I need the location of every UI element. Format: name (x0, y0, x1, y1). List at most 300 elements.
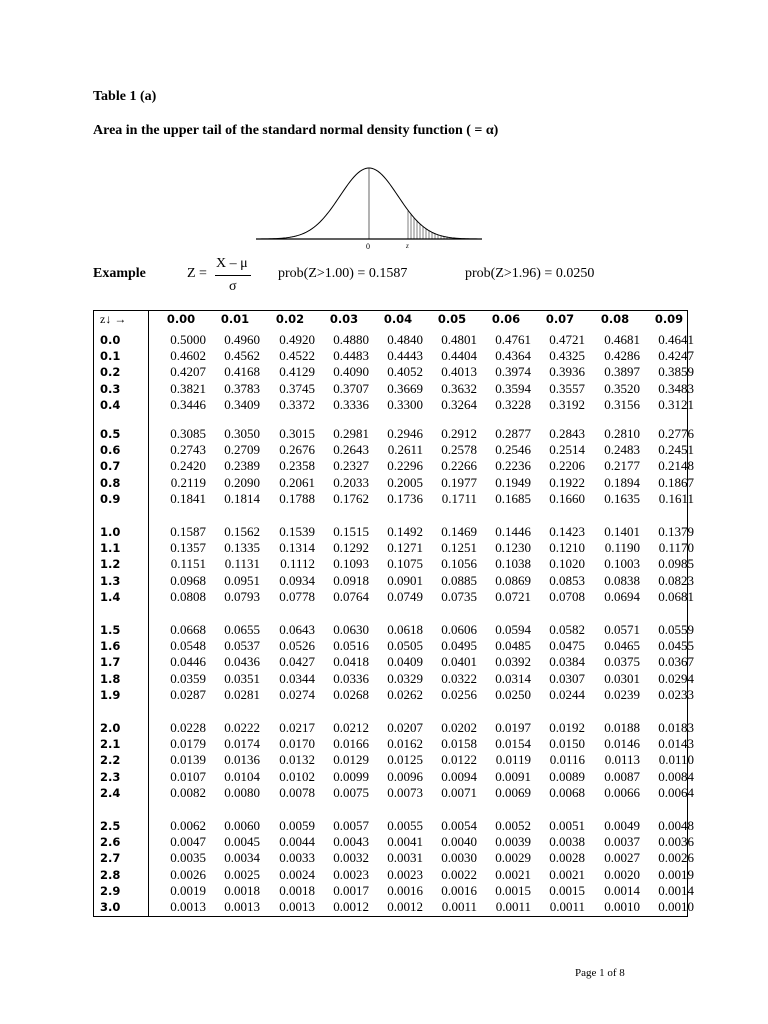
table-cell: 0.0294 (658, 670, 694, 686)
table-cell: 0.0183 (658, 720, 694, 735)
table-cell: 0.1357 (170, 540, 206, 556)
table-cell: 0.0838 (604, 572, 640, 588)
table-cell: 0.0094 (441, 768, 477, 784)
table-cell: 0.0025 (224, 866, 260, 882)
table-cell: 0.0018 (224, 882, 260, 898)
table-cell: 0.4013 (441, 364, 477, 380)
table-cell: 0.4920 (279, 332, 315, 347)
table-cell: 0.0548 (170, 638, 206, 654)
table-cell: 0.1562 (224, 524, 260, 539)
table-cell: 0.0139 (170, 752, 206, 768)
formula-fraction-bar (215, 275, 251, 276)
table-cell: 0.0351 (224, 670, 260, 686)
table-cell: 0.0033 (279, 850, 315, 866)
table-cell: 0.0281 (224, 686, 260, 702)
table-cell: 0.0764 (333, 588, 369, 604)
table-cell: 0.0918 (333, 572, 369, 588)
table-cell: 0.0021 (495, 866, 531, 882)
table-cell: 0.0064 (658, 784, 694, 800)
table-cell: 0.0446 (170, 654, 206, 670)
z-row-label: 0.3 (100, 381, 121, 396)
z-row-label: 1.9 (100, 687, 121, 702)
table-cell: 0.0885 (441, 572, 477, 588)
table-cell: 0.2177 (604, 458, 640, 474)
table-cell: 0.4168 (224, 364, 260, 380)
z-row-label: 2.4 (100, 785, 121, 800)
table-cell: 0.0073 (387, 784, 423, 800)
table-cell: 0.3228 (495, 396, 531, 412)
table-cell: 0.3085 (170, 426, 206, 441)
table-cell: 0.0059 (279, 818, 315, 833)
table-cell: 0.2776 (658, 426, 694, 441)
table-cell: 0.0392 (495, 654, 531, 670)
table-cell: 0.1492 (387, 524, 423, 539)
table-cell: 0.0559 (658, 622, 694, 637)
table-cell: 0.3745 (279, 380, 315, 396)
column-header: 0.00 (166, 312, 196, 326)
example-2: prob(Z>1.96) = 0.0250 (465, 266, 595, 281)
table-cell: 0.3557 (549, 380, 585, 396)
table-cell: 0.0022 (441, 866, 477, 882)
table-cell: 0.0336 (333, 670, 369, 686)
column-header: 0.08 (600, 312, 630, 326)
table-cell: 0.0091 (495, 768, 531, 784)
table-cell: 0.0268 (333, 686, 369, 702)
table-cell: 0.0179 (170, 736, 206, 752)
z-row-label: 3.0 (100, 900, 121, 914)
table-cell: 0.0087 (604, 768, 640, 784)
z-row-label: 1.4 (100, 589, 121, 604)
table-cell: 0.0582 (549, 622, 585, 637)
table-cell: 0.0010 (604, 899, 640, 914)
table-cell: 0.2810 (604, 426, 640, 441)
table-cell: 0.1788 (279, 490, 315, 506)
table-cell: 0.1446 (495, 524, 531, 539)
column-header: 0.07 (545, 312, 575, 326)
table-cell: 0.5000 (170, 332, 206, 347)
z-row-label: 1.1 (100, 541, 121, 556)
table-cell: 0.1210 (549, 540, 585, 556)
column-header: 0.04 (383, 312, 413, 326)
table-cell: 0.4090 (333, 364, 369, 380)
z-row-label: 1.5 (100, 623, 121, 637)
table-cell: 0.0329 (387, 670, 423, 686)
table-cell: 0.4641 (658, 332, 694, 347)
table-cell: 0.0228 (170, 720, 206, 735)
z-row-label: 1.3 (100, 573, 121, 588)
page-footer: Page 1 of 8 (575, 967, 625, 979)
table-cell: 0.2843 (549, 426, 585, 441)
table-cell: 0.4325 (549, 348, 585, 364)
table-cell: 0.0054 (441, 818, 477, 833)
table-cell: 0.3372 (279, 396, 315, 412)
table-cell: 0.3632 (441, 380, 477, 396)
table-cell: 0.2090 (224, 474, 260, 490)
table-cell: 0.2266 (441, 458, 477, 474)
table-cell: 0.0031 (387, 850, 423, 866)
table-cell: 0.0681 (658, 588, 694, 604)
z-row-label: 1.2 (100, 557, 121, 572)
table-cell: 0.1814 (224, 490, 260, 506)
table-cell: 0.2981 (333, 426, 369, 441)
table-cell: 0.0051 (549, 818, 585, 833)
table-cell: 0.3669 (387, 380, 423, 396)
table-cell: 0.0212 (333, 720, 369, 735)
table-cell: 0.1469 (441, 524, 477, 539)
table-cell: 0.0367 (658, 654, 694, 670)
table-cell: 0.3783 (224, 380, 260, 396)
table-cell: 0.0039 (495, 834, 531, 850)
z-row-label: 2.5 (100, 819, 121, 833)
table-cell: 0.0013 (224, 899, 260, 914)
table-cell: 0.0029 (495, 850, 531, 866)
table-cell: 0.0013 (279, 899, 315, 914)
table-cell: 0.0024 (279, 866, 315, 882)
table-cell: 0.0475 (549, 638, 585, 654)
z-row-label: 2.8 (100, 867, 121, 882)
table-cell: 0.0129 (333, 752, 369, 768)
column-header: 0.05 (437, 312, 467, 326)
table-cell: 0.0116 (549, 752, 585, 768)
z-row-label: 2.0 (100, 721, 121, 735)
table-cell: 0.0119 (495, 752, 531, 768)
table-cell: 0.0016 (387, 882, 423, 898)
table-cell: 0.0043 (333, 834, 369, 850)
table-cell: 0.0113 (604, 752, 640, 768)
table-cell: 0.1841 (170, 490, 206, 506)
z-row-label: 2.3 (100, 769, 121, 784)
table-cell: 0.0217 (279, 720, 315, 735)
table-cell: 0.0322 (441, 670, 477, 686)
table-cell: 0.0019 (658, 866, 694, 882)
table-cell: 0.0526 (279, 638, 315, 654)
table-cell: 0.4681 (604, 332, 640, 347)
table-cell: 0.3121 (658, 396, 694, 412)
table-cell: 0.1151 (170, 556, 206, 572)
table-cell: 0.0485 (495, 638, 531, 654)
table-cell: 0.1660 (549, 490, 585, 506)
example-label: Example (93, 266, 146, 281)
z-row-label: 1.7 (100, 655, 121, 670)
table-cell: 0.1711 (441, 490, 477, 506)
table-cell: 0.2148 (658, 458, 694, 474)
table-cell: 0.0222 (224, 720, 260, 735)
table-cell: 0.4443 (387, 348, 423, 364)
z-column-divider (148, 310, 149, 917)
table-cell: 0.0038 (549, 834, 585, 850)
z-row-label: 1.8 (100, 671, 121, 686)
table-cell: 0.0052 (495, 818, 531, 833)
table-cell: 0.0143 (658, 736, 694, 752)
table-cell: 0.4602 (170, 348, 206, 364)
table-cell: 0.2358 (279, 458, 315, 474)
table-cell: 0.0060 (224, 818, 260, 833)
table-cell: 0.0823 (658, 572, 694, 588)
table-cell: 0.3050 (224, 426, 260, 441)
table-cell: 0.0274 (279, 686, 315, 702)
table-cell: 0.0344 (279, 670, 315, 686)
z-row-label: 0.1 (100, 349, 121, 364)
table-cell: 0.0239 (604, 686, 640, 702)
table-cell: 0.0037 (604, 834, 640, 850)
table-cell: 0.0708 (549, 588, 585, 604)
table-cell: 0.0359 (170, 670, 206, 686)
table-cell: 0.0107 (170, 768, 206, 784)
table-cell: 0.0606 (441, 622, 477, 637)
table-cell: 0.0075 (333, 784, 369, 800)
table-caption: Area in the upper tail of the standard normal density function ( = α) (93, 123, 499, 138)
table-cell: 0.4761 (495, 332, 531, 347)
table-cell: 0.4840 (387, 332, 423, 347)
table-cell: 0.0026 (658, 850, 694, 866)
table-cell: 0.1635 (604, 490, 640, 506)
table-cell: 0.3483 (658, 380, 694, 396)
table-cell: 0.0668 (170, 622, 206, 637)
table-cell: 0.0011 (441, 899, 477, 914)
table-cell: 0.0150 (549, 736, 585, 752)
table-cell: 0.1093 (333, 556, 369, 572)
column-header: 0.01 (220, 312, 250, 326)
upper-tail-hatching (408, 210, 450, 239)
table-cell: 0.2676 (279, 442, 315, 458)
table-cell: 0.1170 (658, 540, 694, 556)
table-cell: 0.2005 (387, 474, 423, 490)
table-cell: 0.0015 (549, 882, 585, 898)
table-cell: 0.1251 (441, 540, 477, 556)
table-cell: 0.4052 (387, 364, 423, 380)
table-cell: 0.0019 (170, 882, 206, 898)
table-cell: 0.0262 (387, 686, 423, 702)
table-cell: 0.3897 (604, 364, 640, 380)
table-cell: 0.0071 (441, 784, 477, 800)
z-row-label: 0.0 (100, 333, 121, 347)
table-cell: 0.3594 (495, 380, 531, 396)
table-cell: 0.4562 (224, 348, 260, 364)
table-cell: 0.0192 (549, 720, 585, 735)
column-header: 0.06 (491, 312, 521, 326)
table-cell: 0.0040 (441, 834, 477, 850)
table-cell: 0.0174 (224, 736, 260, 752)
z-row-label: 0.2 (100, 365, 121, 380)
table-cell: 0.0125 (387, 752, 423, 768)
table-cell: 0.2709 (224, 442, 260, 458)
table-cell: 0.1131 (224, 556, 260, 572)
table-cell: 0.1736 (387, 490, 423, 506)
z-row-label: 0.9 (100, 491, 121, 506)
table-cell: 0.4286 (604, 348, 640, 364)
table-cell: 0.0166 (333, 736, 369, 752)
table-cell: 0.2236 (495, 458, 531, 474)
table-cell: 0.0089 (549, 768, 585, 784)
table-cell: 0.1335 (224, 540, 260, 556)
table-cell: 0.0084 (658, 768, 694, 784)
table-cell: 0.0011 (495, 899, 531, 914)
table-cell: 0.3264 (441, 396, 477, 412)
table-cell: 0.0495 (441, 638, 477, 654)
table-cell: 0.0013 (170, 899, 206, 914)
table-cell: 0.1401 (604, 524, 640, 539)
table-cell: 0.0110 (658, 752, 694, 768)
table-cell: 0.3707 (333, 380, 369, 396)
table-cell: 0.0516 (333, 638, 369, 654)
table-cell: 0.4247 (658, 348, 694, 364)
table-cell: 0.0465 (604, 638, 640, 654)
table-cell: 0.0793 (224, 588, 260, 604)
table-cell: 0.1587 (170, 524, 206, 539)
table-cell: 0.0102 (279, 768, 315, 784)
table-cell: 0.0034 (224, 850, 260, 866)
table-cell: 0.0401 (441, 654, 477, 670)
table-cell: 0.0630 (333, 622, 369, 637)
z-row-label: 0.6 (100, 443, 121, 458)
table-cell: 0.0027 (604, 850, 640, 866)
z-row-label: 2.6 (100, 835, 121, 850)
table-cell: 0.0035 (170, 850, 206, 866)
table-cell: 0.0427 (279, 654, 315, 670)
table-cell: 0.0045 (224, 834, 260, 850)
z-row-label: 0.4 (100, 397, 121, 412)
table-cell: 0.1075 (387, 556, 423, 572)
table-cell: 0.0735 (441, 588, 477, 604)
table-cell: 0.0188 (604, 720, 640, 735)
table-cell: 0.2946 (387, 426, 423, 441)
table-cell: 0.0853 (549, 572, 585, 588)
table-cell: 0.2877 (495, 426, 531, 441)
table-cell: 0.0375 (604, 654, 640, 670)
table-cell: 0.0951 (224, 572, 260, 588)
table-cell: 0.0010 (658, 899, 694, 914)
table-cell: 0.3015 (279, 426, 315, 441)
table-cell: 0.0047 (170, 834, 206, 850)
table-cell: 0.0055 (387, 818, 423, 833)
table-cell: 0.0162 (387, 736, 423, 752)
table-cell: 0.0618 (387, 622, 423, 637)
table-cell: 0.0049 (604, 818, 640, 833)
table-cell: 0.0066 (604, 784, 640, 800)
table-cell: 0.0078 (279, 784, 315, 800)
corner-label: z↓ → (100, 312, 127, 326)
table-cell: 0.3821 (170, 380, 206, 396)
column-header: 0.03 (329, 312, 359, 326)
table-cell: 0.2483 (604, 442, 640, 458)
table-cell: 0.0418 (333, 654, 369, 670)
table-cell: 0.1020 (549, 556, 585, 572)
table-cell: 0.4721 (549, 332, 585, 347)
table-cell: 0.1539 (279, 524, 315, 539)
table-cell: 0.0537 (224, 638, 260, 654)
table-cell: 0.0307 (549, 670, 585, 686)
table-cell: 0.0233 (658, 686, 694, 702)
table-cell: 0.0505 (387, 638, 423, 654)
table-cell: 0.3156 (604, 396, 640, 412)
table-cell: 0.0202 (441, 720, 477, 735)
z-row-label: 1.0 (100, 525, 121, 539)
table-cell: 0.1894 (604, 474, 640, 490)
table-cell: 0.0869 (495, 572, 531, 588)
table-cell: 0.3936 (549, 364, 585, 380)
table-cell: 0.0170 (279, 736, 315, 752)
table-cell: 0.0136 (224, 752, 260, 768)
table-cell: 0.0256 (441, 686, 477, 702)
table-cell: 0.2420 (170, 458, 206, 474)
table-cell: 0.0314 (495, 670, 531, 686)
table-cell: 0.0655 (224, 622, 260, 637)
table-cell: 0.4207 (170, 364, 206, 380)
table-cell: 0.0023 (387, 866, 423, 882)
z-row-label: 0.8 (100, 475, 121, 490)
table-cell: 0.1230 (495, 540, 531, 556)
table-cell: 0.0571 (604, 622, 640, 637)
table-cell: 0.0015 (495, 882, 531, 898)
table-cell: 0.2578 (441, 442, 477, 458)
table-cell: 0.4522 (279, 348, 315, 364)
table-cell: 0.2912 (441, 426, 477, 441)
table-cell: 0.0069 (495, 784, 531, 800)
table-cell: 0.0018 (279, 882, 315, 898)
table-cell: 0.1762 (333, 490, 369, 506)
table-cell: 0.2327 (333, 458, 369, 474)
table-cell: 0.0968 (170, 572, 206, 588)
table-cell: 0.0032 (333, 850, 369, 866)
table-cell: 0.0721 (495, 588, 531, 604)
table-cell: 0.1112 (280, 556, 315, 572)
table-cell: 0.3446 (170, 396, 206, 412)
table-cell: 0.0384 (549, 654, 585, 670)
table-cell: 0.0244 (549, 686, 585, 702)
table-cell: 0.0016 (441, 882, 477, 898)
table-cell: 0.0207 (387, 720, 423, 735)
table-cell: 0.0044 (279, 834, 315, 850)
table-cell: 0.2206 (549, 458, 585, 474)
table-cell: 0.4801 (441, 332, 477, 347)
table-cell: 0.2033 (333, 474, 369, 490)
table-cell: 0.3336 (333, 396, 369, 412)
table-cell: 0.1379 (658, 524, 694, 539)
table-cell: 0.0062 (170, 818, 206, 833)
table-cell: 0.0096 (387, 768, 423, 784)
table-cell: 0.0011 (549, 899, 585, 914)
table-cell: 0.0158 (441, 736, 477, 752)
table-cell: 0.0082 (170, 784, 206, 800)
z-row-label: 2.9 (100, 883, 121, 898)
table-cell: 0.0036 (658, 834, 694, 850)
table-cell: 0.0197 (495, 720, 531, 735)
table-cell: 0.0057 (333, 818, 369, 833)
table-cell: 0.0301 (604, 670, 640, 686)
table-cell: 0.0436 (224, 654, 260, 670)
table-cell: 0.0808 (170, 588, 206, 604)
table-cell: 0.0749 (387, 588, 423, 604)
table-cell: 0.3300 (387, 396, 423, 412)
table-cell: 0.1271 (387, 540, 423, 556)
column-header: 0.02 (275, 312, 305, 326)
table-title: Table 1 (a) (93, 89, 157, 104)
table-cell: 0.0041 (387, 834, 423, 850)
table-cell: 0.0122 (441, 752, 477, 768)
formula-denominator: σ (229, 279, 237, 294)
table-cell: 0.0287 (170, 686, 206, 702)
table-cell: 0.2743 (170, 442, 206, 458)
table-cell: 0.0594 (495, 622, 531, 637)
table-cell: 0.0154 (495, 736, 531, 752)
table-cell: 0.2546 (495, 442, 531, 458)
table-cell: 0.4364 (495, 348, 531, 364)
table-cell: 0.1038 (495, 556, 531, 572)
table-cell: 0.1685 (495, 490, 531, 506)
table-cell: 0.1003 (604, 556, 640, 572)
table-cell: 0.1423 (549, 524, 585, 539)
table-cell: 0.3520 (604, 380, 640, 396)
